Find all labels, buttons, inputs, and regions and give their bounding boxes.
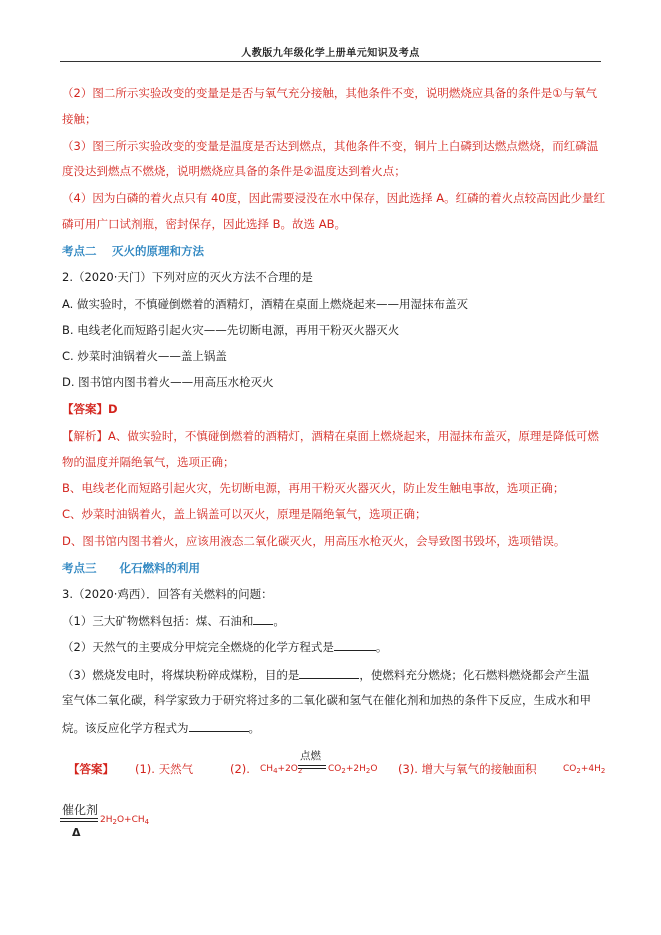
question-2-option-a: A. 做实验时，不慎碰倒燃着的酒精灯，酒精在桌面上燃烧起来——用湿抹布盖灭 xyxy=(62,297,468,311)
section-3-title: 考点三 化石燃料的利用 xyxy=(62,561,200,575)
equation-2-right: $CO_2+2H_2O$ xyxy=(328,764,378,775)
blank-1 xyxy=(253,613,273,625)
blank-3 xyxy=(299,667,359,679)
equation-2-condition: 点燃 xyxy=(300,750,321,762)
equation-2-arrow xyxy=(298,765,326,769)
analysis-line-5: D、图书馆内图书着火，应该用液态二氧化碳灭火，用高压水枪灭火，会导致图书毁坏，选项错误。 xyxy=(62,534,566,548)
question-3-part-3-line-2: 室气体二氧化碳，科学家致力于研究将过多的二氧化碳和氢气在催化剂和加热的条件下反应，生成水和甲 xyxy=(62,693,591,707)
question-3-part-3-line-3: 烷。该反应化学方程式为 。 xyxy=(62,721,260,735)
section-2-title: 考点二 灭火的原理和方法 xyxy=(62,244,205,258)
header-divider xyxy=(60,61,601,62)
question-3-part-1: （1）三大矿物燃料包括：煤、石油和 。 xyxy=(62,614,285,628)
answer-label: 【答案】 xyxy=(62,402,108,416)
analysis-line-3: B、电线老化而短路引起火灾，先切断电源，再用干粉灭火器灭火，防止发生触电事故，选项正确； xyxy=(62,481,565,495)
answer-1: (1). 天然气 xyxy=(135,762,194,776)
analysis-line-2: 物的温度并隔绝氧气，选项正确； xyxy=(62,455,235,469)
question-2-stem: 2.（2020·天门）下列对应的灭火方法不合理的是 xyxy=(62,270,313,284)
equation-3-arrow xyxy=(60,818,98,822)
paragraph-4-line-2: 磷可用广口试剂瓶，密封保存，因此选择 B。故选 AB。 xyxy=(62,217,346,231)
question-2-answer xyxy=(62,402,118,416)
question-3-part-2: （2）天然气的主要成分甲烷完全燃烧的化学方程式是 。 xyxy=(62,640,388,654)
question-3-part-3-line-1: （3）燃烧发电时，将煤块粉碎成煤粉，目的是 ，使燃料充分燃烧；化石燃料燃烧都会产生温 xyxy=(62,668,590,682)
question-2-option-d: D. 图书馆内图书着火——用高压水枪灭火 xyxy=(62,375,274,389)
blank-4 xyxy=(189,720,249,732)
heat-symbol-icon: Δ xyxy=(72,826,81,839)
analysis-line-1: 【解析】A、做实验时，不慎碰倒燃着的酒精灯，酒精在桌面上燃烧起来，用湿抹布盖灭，原理是降低可燃 xyxy=(62,429,599,443)
paragraph-2-line-2: 接触； xyxy=(62,112,97,126)
question-2-option-b: B. 电线老化而短路引起火灾——先切断电源，再用干粉灭火器灭火 xyxy=(62,323,400,337)
paragraph-3-line-1: （3）图三所示实验改变的变量是温度是否达到燃点，其他条件不变，铜片上白磷到达燃点燃烧，而红磷温 xyxy=(62,139,599,153)
answer-value: D xyxy=(108,402,118,416)
answer-2-label: (2). xyxy=(230,762,250,776)
paragraph-4-line-1: （4）因为白磷的着火点只有 40度，因此需要浸没在水中保存，因此选择 A。红磷的着火点较高因此少量红 xyxy=(62,191,606,205)
question-3-stem: 3.（2020·鸡西）．回答有关燃料的问题： xyxy=(62,587,273,601)
equation-3-left: $CO_2+4H_2$ xyxy=(563,764,606,775)
blank-2 xyxy=(334,639,376,651)
question-2-option-c: C. 炒菜时油锅着火——盖上锅盖 xyxy=(62,349,227,363)
paragraph-2-line-1: （2）图二所示实验改变的变量是是否与氧气充分接触，其他条件不变，说明燃烧应具备的条件是①与氧气 xyxy=(62,86,598,100)
question-3-answer-label: 【答案】 xyxy=(68,762,114,776)
equation-3-catalyst: 催化剂 xyxy=(62,803,99,817)
page-header: 人教版九年级化学上册单元知识及考点 xyxy=(241,48,420,59)
paragraph-3-line-2: 度没达到燃点不燃烧，说明燃烧应具备的条件是②温度达到着火点； xyxy=(62,164,406,178)
equation-2-left: $CH_4+2O_2$ xyxy=(260,764,303,775)
answer-3: (3). 增大与氧气的接触面积 xyxy=(398,762,537,776)
analysis-line-4: C、炒菜时油锅着火，盖上锅盖可以灭火，原理是隔绝氧气，选项正确； xyxy=(62,507,427,521)
equation-3-right: $2H_2O+CH_4$ xyxy=(100,815,150,826)
